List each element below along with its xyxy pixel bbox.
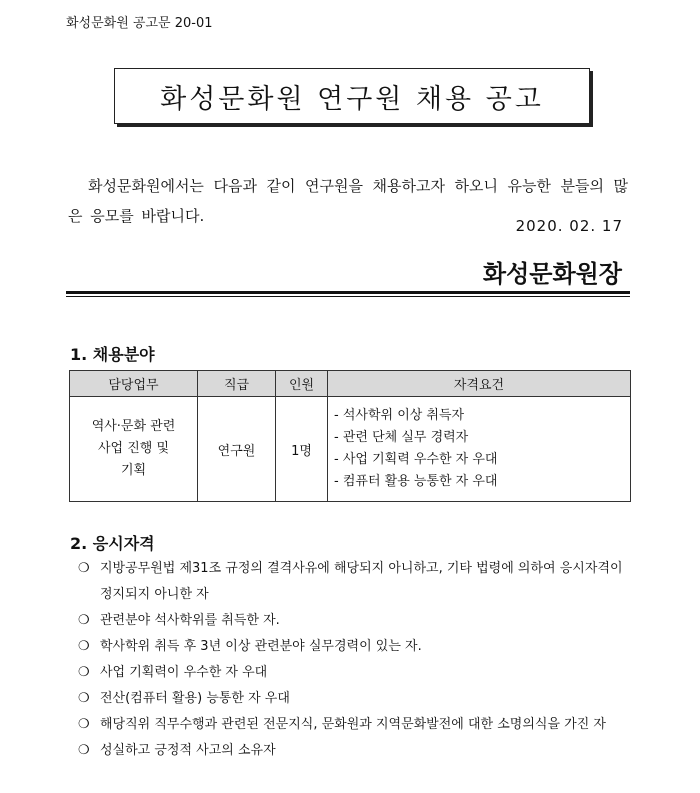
signer-name: 화성문화원장	[482, 259, 622, 288]
header-requirements: 자격요건	[328, 371, 631, 397]
list-item-text: 관련분야 석사학위를 취득한 자.	[100, 613, 280, 628]
table-header-row	[70, 371, 631, 397]
header-count: 인원	[276, 371, 328, 397]
header-duty: 담당업무	[70, 371, 198, 397]
requirement-item: - 컴퓨터 활용 능통한 자 우대	[334, 474, 498, 489]
list-item-text: 지방공무원법 제31조 규정의 결격사유에 해당되지 아니하고, 기타 법령에 의하여 응시자격이 정지되지 아니한 자	[100, 561, 623, 602]
recruitment-table	[69, 370, 631, 502]
requirement-item: - 석사학위 이상 취득자	[334, 408, 465, 423]
circle-bullet-icon: ❍	[78, 743, 90, 758]
circle-bullet-icon: ❍	[78, 665, 90, 680]
list-item	[78, 712, 638, 738]
list-item-text: 성실하고 긍정적 사고의 소유자	[100, 743, 276, 758]
list-item-text: 학사학위 취득 후 3년 이상 관련분야 실무경력이 있는 자.	[100, 639, 422, 654]
cell-count: 1명	[276, 397, 328, 502]
cell-duty	[70, 397, 198, 502]
header-rank: 직급	[198, 371, 276, 397]
section-heading-qualifications: 2. 응시자격	[70, 534, 155, 553]
duty-line: 역사·문화 관련	[91, 419, 176, 434]
requirement-item: - 사업 기획력 우수한 자 우대	[334, 452, 498, 467]
list-item-text: 해당직위 직무수행과 관련된 전문지식, 문화원과 지역문화발전에 대한 소명의식을 가진 자	[100, 717, 606, 732]
list-item	[78, 608, 638, 634]
list-item	[78, 634, 638, 660]
notice-date: 2020. 02. 17	[515, 217, 623, 235]
intro-paragraph: 화성문화원에서는 다음과 같이 연구원을 채용하고자 하오니 유능한 분들의 많은 응모를 바랍니다.	[68, 177, 628, 225]
duty-line: 사업 진행 및	[97, 441, 170, 456]
duty-line: 기획	[120, 463, 147, 478]
list-item-text: 전산(컴퓨터 활용) 능통한 자 우대	[100, 691, 290, 706]
list-item	[78, 686, 638, 712]
separator-thick	[66, 291, 630, 294]
circle-bullet-icon: ❍	[78, 561, 90, 576]
list-item-text: 사업 기획력이 우수한 자 우대	[100, 665, 268, 680]
list-item	[78, 556, 638, 608]
circle-bullet-icon: ❍	[78, 717, 90, 732]
cell-requirements	[328, 397, 631, 502]
notice-number: 화성문화원 공고문 20-01	[66, 16, 213, 31]
table-row	[70, 397, 631, 502]
requirement-item: - 관련 단체 실무 경력자	[334, 430, 469, 445]
page-title: 화성문화원 연구원 채용 공고	[160, 83, 544, 115]
circle-bullet-icon: ❍	[78, 691, 90, 706]
list-item	[78, 738, 638, 764]
list-item	[78, 660, 638, 686]
circle-bullet-icon: ❍	[78, 613, 90, 628]
separator-thin	[66, 296, 630, 297]
title-box	[114, 68, 590, 124]
section-heading-recruitment: 1. 채용분야	[70, 345, 155, 364]
qualification-list	[78, 556, 638, 764]
circle-bullet-icon: ❍	[78, 639, 90, 654]
cell-rank: 연구원	[198, 397, 276, 502]
